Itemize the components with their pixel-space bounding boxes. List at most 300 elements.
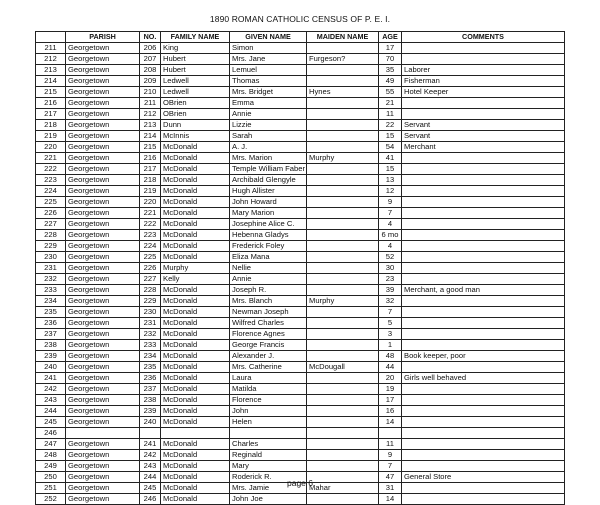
maiden-name-cell [307, 461, 379, 472]
given-name-cell: Matilda [230, 384, 307, 395]
row-number: 234 [36, 296, 66, 307]
table-row [36, 164, 565, 175]
age-cell: 30 [379, 263, 402, 274]
age-cell: 17 [379, 43, 402, 54]
table-row [36, 263, 565, 274]
family-name-cell: King [161, 43, 230, 54]
age-cell: 54 [379, 142, 402, 153]
row-number: 225 [36, 197, 66, 208]
table-row [36, 285, 565, 296]
no-cell: 212 [140, 109, 161, 120]
given-name-cell: Josephine Alice C. [230, 219, 307, 230]
age-cell: 23 [379, 274, 402, 285]
comments-cell [402, 98, 565, 109]
age-cell: 21 [379, 98, 402, 109]
no-cell: 240 [140, 417, 161, 428]
parish-cell: Georgetown [66, 65, 140, 76]
row-number: 242 [36, 384, 66, 395]
given-name-cell: Mary Marion [230, 208, 307, 219]
age-cell: 9 [379, 450, 402, 461]
family-name-cell: McDonald [161, 153, 230, 164]
no-cell: 219 [140, 186, 161, 197]
table-row [36, 395, 565, 406]
row-number: 222 [36, 164, 66, 175]
parish-cell: Georgetown [66, 43, 140, 54]
age-cell [379, 428, 402, 439]
header-no: NO. [140, 32, 161, 43]
no-cell: 245 [140, 483, 161, 494]
age-cell: 1 [379, 340, 402, 351]
row-number: 235 [36, 307, 66, 318]
no-cell: 238 [140, 395, 161, 406]
parish-cell: Georgetown [66, 131, 140, 142]
table-row [36, 384, 565, 395]
age-cell: 12 [379, 186, 402, 197]
row-number: 228 [36, 230, 66, 241]
given-name-cell: Hebenna Gladys [230, 230, 307, 241]
comments-cell [402, 329, 565, 340]
given-name-cell [230, 428, 307, 439]
no-cell: 222 [140, 219, 161, 230]
maiden-name-cell [307, 142, 379, 153]
family-name-cell: McDonald [161, 384, 230, 395]
no-cell: 223 [140, 230, 161, 241]
maiden-name-cell: McDougall [307, 362, 379, 373]
row-number: 236 [36, 318, 66, 329]
age-cell: 35 [379, 65, 402, 76]
row-number: 238 [36, 340, 66, 351]
page-number: page 6 [287, 478, 313, 488]
comments-cell [402, 494, 565, 505]
table-row [36, 175, 565, 186]
table-row [36, 186, 565, 197]
no-cell: 206 [140, 43, 161, 54]
comments-cell [402, 241, 565, 252]
comments-cell [402, 164, 565, 175]
given-name-cell: Hugh Allister [230, 186, 307, 197]
no-cell: 243 [140, 461, 161, 472]
given-name-cell: Joseph R. [230, 285, 307, 296]
table-row [36, 450, 565, 461]
maiden-name-cell: Murphy [307, 296, 379, 307]
row-number: 215 [36, 87, 66, 98]
maiden-name-cell [307, 164, 379, 175]
parish-cell: Georgetown [66, 153, 140, 164]
age-cell: 3 [379, 329, 402, 340]
given-name-cell: Mrs. Jamie [230, 483, 307, 494]
no-cell: 236 [140, 373, 161, 384]
row-number: 233 [36, 285, 66, 296]
table-row [36, 43, 565, 54]
maiden-name-cell [307, 351, 379, 362]
family-name-cell: McDonald [161, 164, 230, 175]
given-name-cell: Lemuel [230, 65, 307, 76]
family-name-cell: McDonald [161, 175, 230, 186]
comments-cell [402, 274, 565, 285]
age-cell: 11 [379, 439, 402, 450]
given-name-cell: Charles [230, 439, 307, 450]
header-maiden-name: MAIDEN NAME [307, 32, 379, 43]
row-number: 244 [36, 406, 66, 417]
given-name-cell: Wilfred Charles [230, 318, 307, 329]
maiden-name-cell [307, 428, 379, 439]
maiden-name-cell: Murphy [307, 153, 379, 164]
family-name-cell: McDonald [161, 406, 230, 417]
comments-cell [402, 406, 565, 417]
no-cell: 237 [140, 384, 161, 395]
maiden-name-cell [307, 241, 379, 252]
header-parish: PARISH [66, 32, 140, 43]
given-name-cell: Sarah [230, 131, 307, 142]
no-cell: 241 [140, 439, 161, 450]
maiden-name-cell [307, 439, 379, 450]
family-name-cell: Kelly [161, 274, 230, 285]
family-name-cell: McDonald [161, 186, 230, 197]
header-row [36, 32, 565, 43]
given-name-cell: Eliza Mana [230, 252, 307, 263]
no-cell: 227 [140, 274, 161, 285]
parish-cell: Georgetown [66, 340, 140, 351]
given-name-cell: Temple William Faber [230, 164, 307, 175]
age-cell: 4 [379, 219, 402, 230]
table-body [36, 43, 565, 505]
family-name-cell: McDonald [161, 483, 230, 494]
age-cell: 7 [379, 461, 402, 472]
age-cell: 14 [379, 417, 402, 428]
comments-cell [402, 263, 565, 274]
age-cell: 4 [379, 241, 402, 252]
maiden-name-cell: Hynes [307, 87, 379, 98]
no-cell: 215 [140, 142, 161, 153]
given-name-cell: John [230, 406, 307, 417]
no-cell: 207 [140, 54, 161, 65]
age-cell: 41 [379, 153, 402, 164]
parish-cell: Georgetown [66, 450, 140, 461]
table-row [36, 406, 565, 417]
age-cell: 19 [379, 384, 402, 395]
parish-cell: Georgetown [66, 263, 140, 274]
no-cell: 235 [140, 362, 161, 373]
comments-cell [402, 417, 565, 428]
age-cell: 6 mo [379, 230, 402, 241]
table-row [36, 153, 565, 164]
comments-cell [402, 43, 565, 54]
given-name-cell: Mrs. Bridget [230, 87, 307, 98]
family-name-cell: McDonald [161, 461, 230, 472]
parish-cell: Georgetown [66, 285, 140, 296]
comments-cell: Book keeper, poor [402, 351, 565, 362]
age-cell: 48 [379, 351, 402, 362]
family-name-cell: McDonald [161, 351, 230, 362]
given-name-cell: Reginald [230, 450, 307, 461]
maiden-name-cell [307, 197, 379, 208]
age-cell: 31 [379, 483, 402, 494]
comments-cell [402, 340, 565, 351]
table-row [36, 230, 565, 241]
given-name-cell: Emma [230, 98, 307, 109]
maiden-name-cell: Mahar [307, 483, 379, 494]
given-name-cell: Nellie [230, 263, 307, 274]
table-row [36, 131, 565, 142]
row-number: 221 [36, 153, 66, 164]
row-number: 223 [36, 175, 66, 186]
maiden-name-cell [307, 417, 379, 428]
comments-cell: Merchant, a good man [402, 285, 565, 296]
family-name-cell: McInnis [161, 131, 230, 142]
no-cell [140, 428, 161, 439]
no-cell: 233 [140, 340, 161, 351]
parish-cell: Georgetown [66, 120, 140, 131]
family-name-cell: McDonald [161, 329, 230, 340]
family-name-cell: Dunn [161, 120, 230, 131]
age-cell: 5 [379, 318, 402, 329]
family-name-cell: McDonald [161, 252, 230, 263]
no-cell: 217 [140, 164, 161, 175]
comments-cell [402, 439, 565, 450]
comments-cell [402, 318, 565, 329]
family-name-cell: Ledwell [161, 87, 230, 98]
table-row [36, 142, 565, 153]
table-row [36, 65, 565, 76]
row-number: 245 [36, 417, 66, 428]
parish-cell: Georgetown [66, 307, 140, 318]
age-cell: 7 [379, 307, 402, 318]
family-name-cell: McDonald [161, 450, 230, 461]
no-cell: 220 [140, 197, 161, 208]
comments-cell: Fisherman [402, 76, 565, 87]
family-name-cell: McDonald [161, 472, 230, 483]
parish-cell: Georgetown [66, 472, 140, 483]
family-name-cell: McDonald [161, 494, 230, 505]
parish-cell: Georgetown [66, 483, 140, 494]
parish-cell: Georgetown [66, 98, 140, 109]
maiden-name-cell [307, 263, 379, 274]
comments-cell [402, 384, 565, 395]
document-title: 1890 ROMAN CATHOLIC CENSUS OF P. E. I. [209, 14, 391, 24]
parish-cell: Georgetown [66, 197, 140, 208]
parish-cell: Georgetown [66, 164, 140, 175]
no-cell: 211 [140, 98, 161, 109]
comments-cell: Servant [402, 131, 565, 142]
family-name-cell: Hubert [161, 54, 230, 65]
comments-cell: Girls well behaved [402, 373, 565, 384]
family-name-cell: McDonald [161, 373, 230, 384]
no-cell: 229 [140, 296, 161, 307]
parish-cell: Georgetown [66, 296, 140, 307]
table-row [36, 274, 565, 285]
given-name-cell: Laura [230, 373, 307, 384]
given-name-cell: Florence Agnes [230, 329, 307, 340]
age-cell: 70 [379, 54, 402, 65]
maiden-name-cell [307, 175, 379, 186]
table-row [36, 252, 565, 263]
comments-cell: Laborer [402, 65, 565, 76]
table-row [36, 307, 565, 318]
comments-cell [402, 362, 565, 373]
comments-cell [402, 175, 565, 186]
given-name-cell: Frederick Foley [230, 241, 307, 252]
age-cell: 22 [379, 120, 402, 131]
age-cell: 15 [379, 131, 402, 142]
row-number: 239 [36, 351, 66, 362]
comments-cell [402, 153, 565, 164]
age-cell: 20 [379, 373, 402, 384]
maiden-name-cell [307, 395, 379, 406]
maiden-name-cell [307, 318, 379, 329]
table-row [36, 351, 565, 362]
family-name-cell: OBrien [161, 109, 230, 120]
comments-cell [402, 109, 565, 120]
comments-cell [402, 296, 565, 307]
no-cell: 225 [140, 252, 161, 263]
parish-cell: Georgetown [66, 219, 140, 230]
parish-cell: Georgetown [66, 395, 140, 406]
table-row [36, 428, 565, 439]
row-number: 247 [36, 439, 66, 450]
family-name-cell: McDonald [161, 439, 230, 450]
given-name-cell: Roderick R. [230, 472, 307, 483]
maiden-name-cell [307, 98, 379, 109]
parish-cell: Georgetown [66, 373, 140, 384]
comments-cell: General Store [402, 472, 565, 483]
age-cell: 9 [379, 197, 402, 208]
row-number: 219 [36, 131, 66, 142]
maiden-name-cell [307, 494, 379, 505]
given-name-cell: Annie [230, 274, 307, 285]
comments-cell [402, 208, 565, 219]
table-row [36, 219, 565, 230]
age-cell: 15 [379, 164, 402, 175]
row-number: 241 [36, 373, 66, 384]
no-cell: 214 [140, 131, 161, 142]
no-cell: 232 [140, 329, 161, 340]
parish-cell: Georgetown [66, 362, 140, 373]
table-row [36, 417, 565, 428]
maiden-name-cell [307, 252, 379, 263]
given-name-cell: Mrs. Marion [230, 153, 307, 164]
family-name-cell: McDonald [161, 307, 230, 318]
row-number: 251 [36, 483, 66, 494]
family-name-cell: McDonald [161, 318, 230, 329]
parish-cell: Georgetown [66, 186, 140, 197]
given-name-cell: George Francis [230, 340, 307, 351]
age-cell: 39 [379, 285, 402, 296]
family-name-cell: OBrien [161, 98, 230, 109]
given-name-cell: Thomas [230, 76, 307, 87]
maiden-name-cell [307, 373, 379, 384]
row-number: 229 [36, 241, 66, 252]
row-number: 237 [36, 329, 66, 340]
maiden-name-cell [307, 109, 379, 120]
parish-cell: Georgetown [66, 87, 140, 98]
parish-cell: Georgetown [66, 54, 140, 65]
comments-cell: Merchant [402, 142, 565, 153]
comments-cell [402, 186, 565, 197]
family-name-cell: McDonald [161, 219, 230, 230]
family-name-cell [161, 428, 230, 439]
age-cell: 52 [379, 252, 402, 263]
given-name-cell: Mrs. Blanch [230, 296, 307, 307]
no-cell: 209 [140, 76, 161, 87]
table-row [36, 197, 565, 208]
age-cell: 16 [379, 406, 402, 417]
family-name-cell: McDonald [161, 340, 230, 351]
maiden-name-cell: Furgeson? [307, 54, 379, 65]
given-name-cell: Florence [230, 395, 307, 406]
comments-cell [402, 395, 565, 406]
age-cell: 44 [379, 362, 402, 373]
no-cell: 221 [140, 208, 161, 219]
row-number: 243 [36, 395, 66, 406]
maiden-name-cell [307, 65, 379, 76]
row-number: 224 [36, 186, 66, 197]
no-cell: 231 [140, 318, 161, 329]
table-row [36, 373, 565, 384]
comments-cell [402, 450, 565, 461]
no-cell: 228 [140, 285, 161, 296]
row-number: 211 [36, 43, 66, 54]
comments-cell [402, 54, 565, 65]
no-cell: 244 [140, 472, 161, 483]
parish-cell: Georgetown [66, 417, 140, 428]
parish-cell: Georgetown [66, 461, 140, 472]
age-cell: 55 [379, 87, 402, 98]
header-given-name: GIVEN NAME [230, 32, 307, 43]
header-comments: COMMENTS [402, 32, 565, 43]
given-name-cell: Mrs. Catherine [230, 362, 307, 373]
maiden-name-cell [307, 76, 379, 87]
age-cell: 13 [379, 175, 402, 186]
maiden-name-cell [307, 285, 379, 296]
table-row [36, 362, 565, 373]
table-row [36, 54, 565, 65]
maiden-name-cell [307, 274, 379, 285]
table-row [36, 208, 565, 219]
row-number: 214 [36, 76, 66, 87]
table-row [36, 329, 565, 340]
age-cell: 7 [379, 208, 402, 219]
parish-cell: Georgetown [66, 494, 140, 505]
family-name-cell: Murphy [161, 263, 230, 274]
row-number: 218 [36, 120, 66, 131]
table-row [36, 120, 565, 131]
row-number: 240 [36, 362, 66, 373]
table-row [36, 439, 565, 450]
parish-cell: Georgetown [66, 274, 140, 285]
given-name-cell: Helen [230, 417, 307, 428]
table-row [36, 461, 565, 472]
maiden-name-cell [307, 208, 379, 219]
age-cell: 17 [379, 395, 402, 406]
parish-cell: Georgetown [66, 252, 140, 263]
parish-cell: Georgetown [66, 384, 140, 395]
age-cell: 47 [379, 472, 402, 483]
table-row [36, 98, 565, 109]
maiden-name-cell [307, 120, 379, 131]
comments-cell [402, 307, 565, 318]
given-name-cell: Mrs. Jane [230, 54, 307, 65]
maiden-name-cell [307, 340, 379, 351]
given-name-cell: John Joe [230, 494, 307, 505]
row-number: 248 [36, 450, 66, 461]
parish-cell: Georgetown [66, 230, 140, 241]
parish-cell [66, 428, 140, 439]
comments-cell: Servant [402, 120, 565, 131]
parish-cell: Georgetown [66, 208, 140, 219]
no-cell: 216 [140, 153, 161, 164]
table-row [36, 87, 565, 98]
given-name-cell: Archibald Glengyle [230, 175, 307, 186]
